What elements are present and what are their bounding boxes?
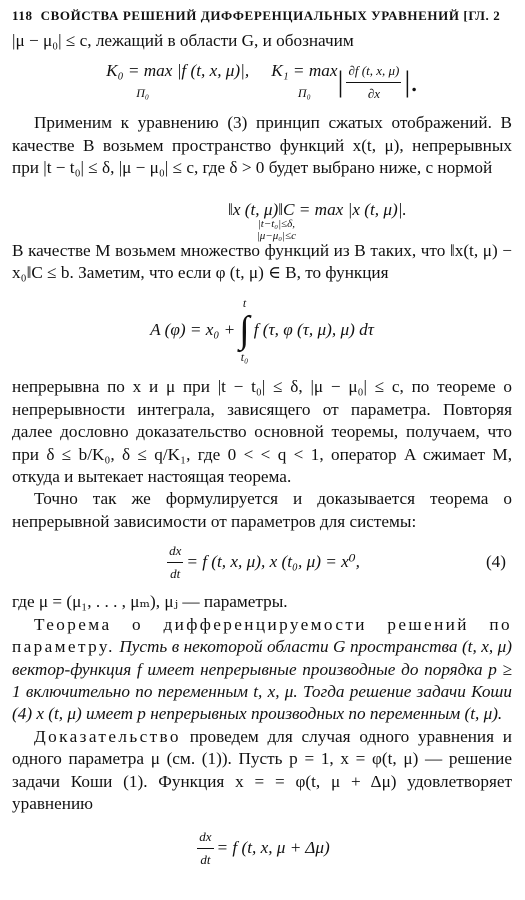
integral-lower-limit: t₀ [240, 350, 249, 365]
derivative2-num: dx [197, 826, 213, 849]
proof-paragraph [12, 726, 512, 816]
formula-k1-sub: Π₀ [297, 86, 311, 101]
formula-k1: K₁ = max [271, 61, 338, 81]
formula-operator [12, 284, 512, 376]
norm-condition-1: |t−t₀|≤δ, [257, 217, 296, 230]
abs-bar-right: |. [404, 65, 418, 99]
paragraph-3: В качестве M возьмем множество функций из B таких, что ‖x(t, μ) − x₀‖C ≤ b. Заметим, что если φ (t, μ) ∈ B, то функция [12, 240, 512, 283]
norm-expression: ‖x (t, μ)‖C = max |x (t, μ)|. [228, 199, 407, 219]
formula-k0-k1 [12, 52, 512, 112]
abs-bar-left: | [337, 65, 344, 99]
formula-system-4 [12, 533, 512, 591]
running-title: СВОЙСТВА РЕШЕНИЙ ДИФФЕРЕНЦИАЛЬНЫХ УРАВНЕНИЙ [ГЛ. 2 [40, 8, 501, 23]
partial-num: ∂f (t, x, μ) [346, 60, 401, 83]
theorem-text: Пусть в некоторой области G пространства (t, x, μ) вектор-функция f имеет непрерывные производные до порядка p ≥ 1 включительно по переменным t, x, μ. Тогда решение задачи Коши (4) x (t, μ) имеет p непрерывных производных по переменным (t, μ). [12, 637, 513, 724]
derivative-num: dx [167, 540, 183, 563]
paragraph-5: Точно так же формулируется и доказывается теорема о непрерывной зависимости от параметров для системы: [12, 489, 512, 531]
integral-upper-limit: t [242, 296, 247, 311]
proof-text: проведем для случая одного уравнения и одного параметра μ (см. (1)). Пусть p = 1, x = φ(t, μ) — решение задачи Коши (1). Функция x = = φ(t, μ + Δμ) удовлетворяет уравнению [12, 726, 512, 813]
derivative-den: dt [170, 565, 181, 581]
integral-sign: ∫ [239, 309, 250, 352]
formula-k0-sub: Π₀ [136, 86, 150, 101]
theorem-paragraph [12, 614, 512, 726]
paragraph-1: |μ − μ₀| ≤ c, лежащий в области G, и обозначим [12, 31, 354, 50]
paragraph-4: непрерывна по x и μ при |t − t₀| ≤ δ, |μ − μ₀| ≤ c, по теореме о непрерывности интеграла, зависящего от параметра. Повторяя далее дословно доказательство основной теоремы, получаем, что при δ ≤ b/K₀, δ ≤ q/K₁, где 0 < < q < 1, оператор A сжимает M, откуда и вытекает настоящая теорема. [12, 377, 512, 487]
theorem-title: Теорема о дифференцируемости решений по параметру. [12, 614, 512, 657]
page-header [12, 8, 512, 30]
partial-derivative [346, 60, 401, 105]
norm-condition-2: |μ−μ₀|≤c [256, 229, 296, 242]
paragraph-6: где μ = (μ₁, . . . , μₘ), μⱼ — параметры. [12, 592, 288, 612]
system-body: = f (t, x, μ), x (t₀, μ) = x⁰, [186, 552, 360, 572]
operator-left: A (φ) = x₀ + [150, 320, 236, 340]
paragraph-2: Применим к уравнению (3) принцип сжатых отображений. В качестве B возьмем пространство функций x(t, μ), непрерывных при |t − t₀| ≤ δ, |μ − μ₀| ≤ c, где δ > 0 будет выбрано ниже, с нормой [12, 113, 512, 178]
page-number: 118 [12, 8, 33, 23]
partial-den: ∂x [367, 85, 381, 101]
derivative2-den: dt [200, 851, 211, 867]
formula-norm [12, 180, 512, 240]
formula-perturbed [12, 815, 512, 881]
integrand: f (τ, φ (τ, μ), μ) dτ [253, 320, 374, 340]
book-page [12, 8, 512, 881]
equation-number: (4) [485, 552, 506, 572]
perturbed-body: = f (t, x, μ + Δμ) [216, 838, 330, 858]
formula-k0: K₀ = max |f (t, x, μ)|, [106, 61, 250, 81]
derivative-dx-dt [167, 540, 183, 585]
proof-title: Доказательство [34, 726, 181, 746]
derivative-dx-dt-2 [197, 826, 213, 871]
